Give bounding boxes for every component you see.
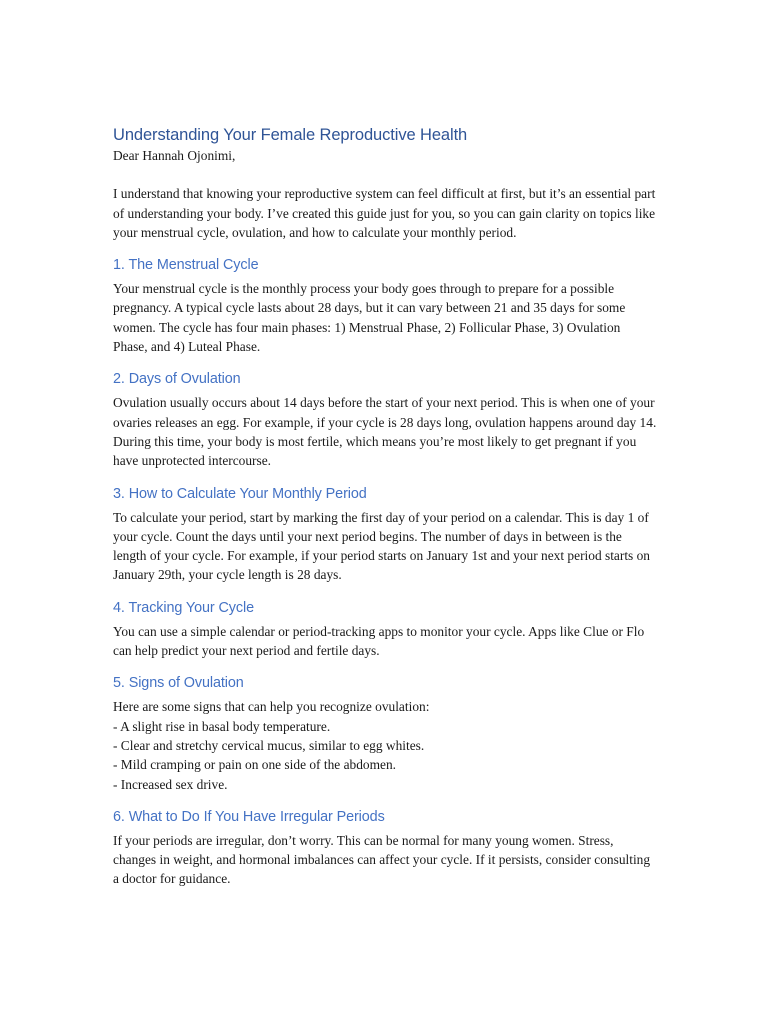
intro-paragraph: I understand that knowing your reproductive system can feel difficult at first, but it’s an essential part of understanding your body. I’ve created this guide just for you, so you can gain clarity on topics like your menstrual cycle, ovulation, and how to calculate your monthly period. xyxy=(113,186,656,240)
section-heading: 2. Days of Ovulation xyxy=(113,371,241,388)
section-body: Your menstrual cycle is the monthly process your body goes through to prepare for a possible pregnancy. A typical cycle lasts about 28 days, but it can vary between 21 and 35 days for some women. The cycle has four main phases: 1) Menstrual Phase, 2) Follicular Phase, 3) Ovulation Phase, and 4) Luteal Phase. xyxy=(113,281,626,355)
document-page xyxy=(113,124,658,889)
ovulation-signs-list xyxy=(113,717,658,794)
section-heading: 5. Signs of Ovulation xyxy=(113,675,244,692)
section-tracking-cycle xyxy=(113,598,658,661)
section-calculate-period xyxy=(113,484,658,585)
section-heading: 4. Tracking Your Cycle xyxy=(113,599,254,616)
section-signs-of-ovulation xyxy=(113,673,658,793)
section-days-of-ovulation xyxy=(113,369,658,470)
section-body: You can use a simple calendar or period-tracking apps to monitor your cycle. Apps like Clue or Flo can help predict your next period and fertile days. xyxy=(113,623,645,659)
section-heading: 6. What to Do If You Have Irregular Periods xyxy=(113,808,385,825)
section-heading: 3. How to Calculate Your Monthly Period xyxy=(113,485,367,502)
salutation: Dear Hannah Ojonimi, xyxy=(113,148,236,163)
document-title: Understanding Your Female Reproductive Health xyxy=(113,126,468,144)
section-intro: Here are some signs that can help you recognize ovulation: xyxy=(113,699,430,715)
list-item: - Mild cramping or pain on one side of the abdomen. xyxy=(113,757,396,773)
list-item: - Clear and stretchy cervical mucus, similar to egg whites. xyxy=(113,737,425,753)
section-irregular-periods xyxy=(113,807,658,889)
section-body: Ovulation usually occurs about 14 days before the start of your next period. This is when one of your ovaries releases an egg. For example, if your cycle is 28 days long, ovulation happens around day 14. During this time, your body is most fertile, which means you’re most likely to get pregnant if you have unprotected intercourse. xyxy=(113,395,657,469)
section-body: If your periods are irregular, don’t worry. This can be normal for many young women. Stress, changes in weight, and hormonal imbalances can affect your cycle. If it persists, consider consulting a doctor for guidance. xyxy=(113,832,651,887)
list-item: - Increased sex drive. xyxy=(113,776,228,792)
section-menstrual-cycle xyxy=(113,255,658,356)
section-body: To calculate your period, start by marking the first day of your period on a calendar. This is day 1 of your cycle. Count the days until your next period begins. The number of days in between is the length of your cycle. For example, if your period starts on January 1st and your next period starts on January 29th, your cycle length is 28 days. xyxy=(113,509,650,583)
list-item: - A slight rise in basal body temperature. xyxy=(113,718,331,734)
section-heading: 1. The Menstrual Cycle xyxy=(113,257,259,274)
